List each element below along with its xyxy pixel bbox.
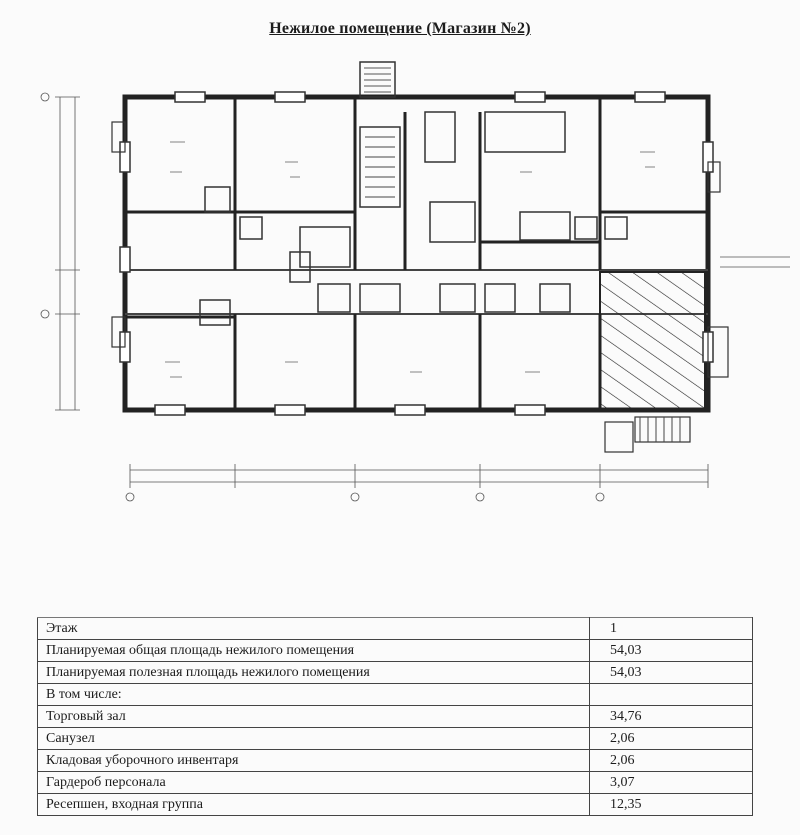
- row-label: Планируемая полезная площадь нежилого помещения: [38, 662, 590, 684]
- row-value: 54,03: [590, 640, 753, 662]
- table-row: [38, 684, 753, 706]
- table-row: [38, 772, 753, 794]
- row-label: Кладовая уборочного инвентаря: [38, 750, 590, 772]
- table-row: [38, 728, 753, 750]
- row-label: В том числе:: [38, 684, 590, 706]
- row-label: Санузел: [38, 728, 590, 750]
- table-row: [38, 706, 753, 728]
- row-label: Гардероб персонала: [38, 772, 590, 794]
- table-row: [38, 662, 753, 684]
- table-row: [38, 750, 753, 772]
- table-row: [38, 794, 753, 816]
- row-value: 3,07: [590, 772, 753, 794]
- row-label: Торговый зал: [38, 706, 590, 728]
- row-value: 12,35: [590, 794, 753, 816]
- table-row: [38, 618, 753, 640]
- shop-area-hatched: [600, 272, 705, 410]
- floor-plan-drawing: [0, 52, 800, 522]
- row-value: 54,03: [590, 662, 753, 684]
- row-value: 34,76: [590, 706, 753, 728]
- specification-table: [37, 617, 753, 816]
- row-label: Планируемая общая площадь нежилого помещения: [38, 640, 590, 662]
- row-label: Этаж: [38, 618, 590, 640]
- row-value: 2,06: [590, 750, 753, 772]
- row-value: 2,06: [590, 728, 753, 750]
- floor-plan: [0, 52, 800, 522]
- row-value: 1: [590, 618, 753, 640]
- table-row: [38, 640, 753, 662]
- row-value: [590, 684, 753, 706]
- document-title: Нежилое помещение (Магазин №2): [269, 20, 531, 37]
- row-label: Ресепшен, входная группа: [38, 794, 590, 816]
